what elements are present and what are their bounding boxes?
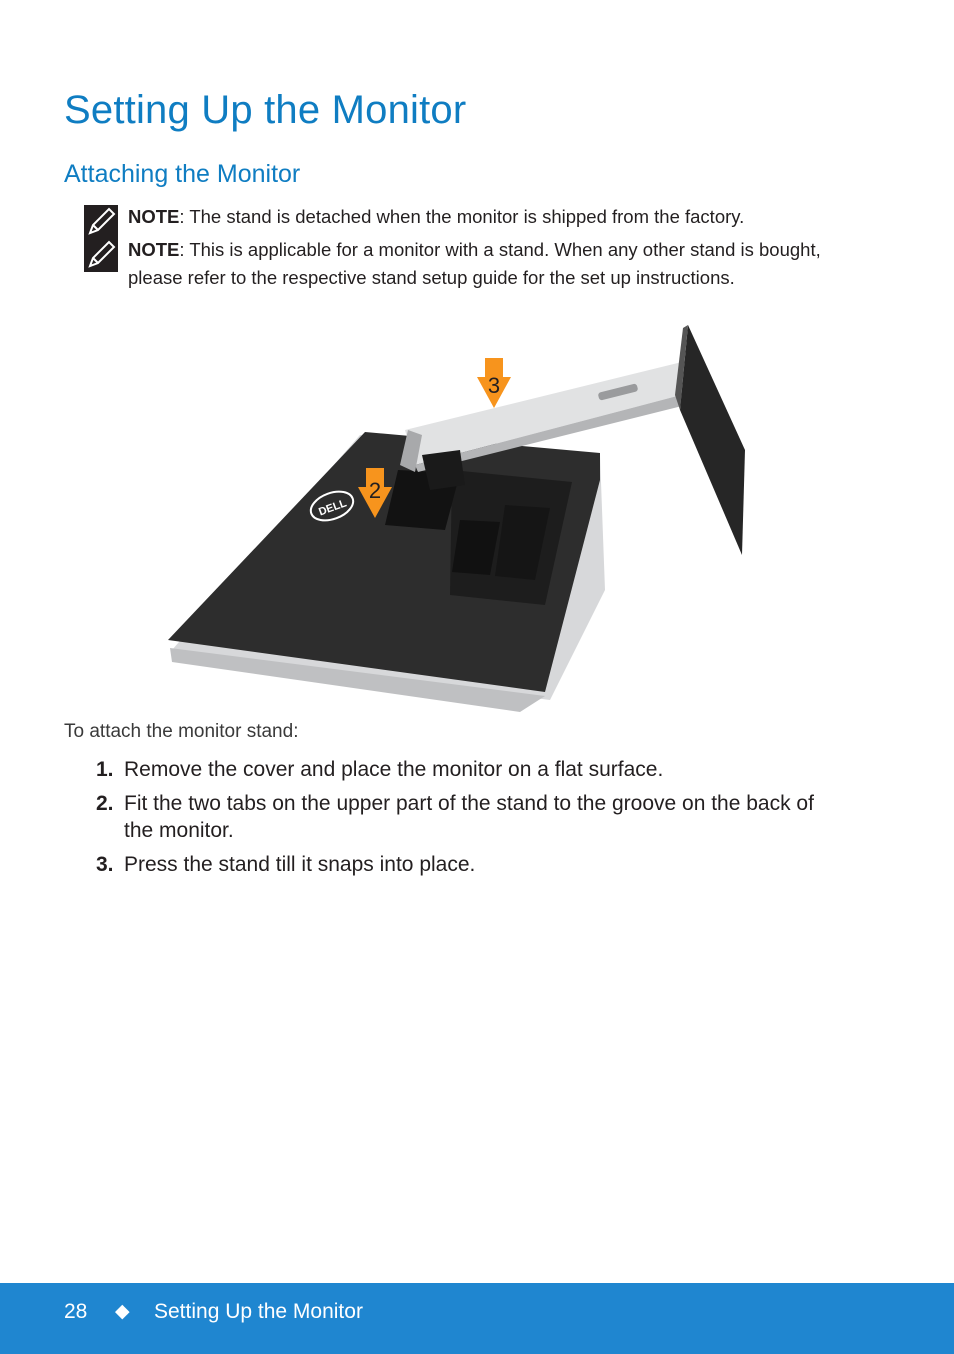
callout-arrow-3 bbox=[477, 358, 511, 408]
footer-title: Setting Up the Monitor bbox=[154, 1300, 363, 1323]
step-text: Fit the two tabs on the upper part of the stand to the groove on the back of the monitor. bbox=[124, 792, 814, 842]
monitor-stand-illustration bbox=[160, 320, 760, 720]
callout-label: 2 bbox=[368, 478, 382, 503]
note-body: : The stand is detached when the monitor is shipped from the factory. bbox=[179, 206, 745, 227]
steps-list bbox=[96, 756, 836, 885]
note-pencil-icon bbox=[84, 205, 118, 239]
step-text: Remove the cover and place the monitor on a flat surface. bbox=[124, 758, 664, 781]
callout-label: 3 bbox=[487, 373, 501, 398]
note-pencil-icon bbox=[84, 238, 118, 272]
list-item bbox=[96, 756, 836, 783]
list-item bbox=[96, 851, 836, 878]
note-label: NOTE bbox=[128, 206, 180, 227]
note-body: : This is applicable for a monitor with a stand. When any other stand is bought, please refer to the respective stand setup guide for the set up instructions. bbox=[128, 239, 821, 288]
page-title: Setting Up the Monitor bbox=[64, 88, 467, 132]
note-text bbox=[128, 236, 844, 292]
section-title: Attaching the Monitor bbox=[64, 160, 301, 188]
monitor-back-panel bbox=[168, 432, 605, 712]
dell-logo: DELL bbox=[317, 497, 349, 519]
step-text: Press the stand till it snaps into place. bbox=[124, 853, 476, 876]
step-number: 1. bbox=[96, 758, 114, 781]
list-item bbox=[96, 790, 836, 844]
page-number: 28 bbox=[64, 1300, 88, 1323]
diamond-icon: ◆ bbox=[115, 1301, 130, 1322]
note-text bbox=[128, 203, 844, 231]
instructions-intro: To attach the monitor stand: bbox=[64, 721, 299, 742]
note-label: NOTE bbox=[128, 239, 180, 260]
step-number: 2. bbox=[96, 792, 114, 815]
step-number: 3. bbox=[96, 853, 114, 876]
page-footer bbox=[0, 1283, 954, 1354]
